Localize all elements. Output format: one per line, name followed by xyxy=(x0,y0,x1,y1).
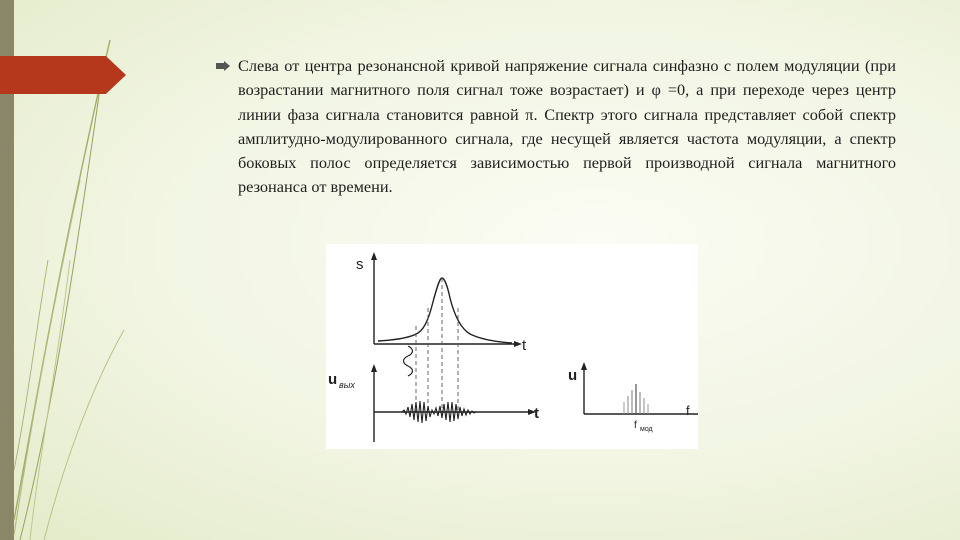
resonance-curve xyxy=(378,278,512,343)
projection-lines xyxy=(416,278,458,412)
spectrum-axes xyxy=(584,366,698,414)
accent-tab xyxy=(0,56,126,94)
output-y-label-sub: вых xyxy=(339,380,355,390)
resonance-figure xyxy=(326,244,698,449)
modulation-field-wave xyxy=(404,346,413,376)
output-y-label: u xyxy=(328,371,338,388)
output-x-label: t xyxy=(534,405,539,422)
output-axes xyxy=(374,368,532,442)
spectrum-y-label: u xyxy=(568,367,578,384)
spectrum-tick-label-sub: мод xyxy=(640,426,653,433)
output-signal xyxy=(402,401,476,423)
spectrum-x-label: f xyxy=(686,403,690,418)
arrow-bullet-icon xyxy=(216,61,230,71)
resonance-axes xyxy=(374,256,518,344)
resonance-x-label: t xyxy=(522,337,527,354)
spectrum-tick-label: f xyxy=(634,420,637,431)
resonance-y-label: s xyxy=(356,256,364,273)
slide-paragraph: Слева от центра резонансной кривой напряжение сигнала синфазно с полем модуляции (при возрастании магнитного поля сигнал тоже возрастает) и φ =0, а при переходе через центр линии фаза сигнала становится равной π. Спектр этого сигнала представляет собой спектр амплитудно-модулированного сигнала, где несущей является частота модуляции, а спектр боковых полос определяется зависимостью первой производной сигнала магнитного резонанса от времени. xyxy=(238,56,896,197)
spectral-lines xyxy=(624,384,648,414)
